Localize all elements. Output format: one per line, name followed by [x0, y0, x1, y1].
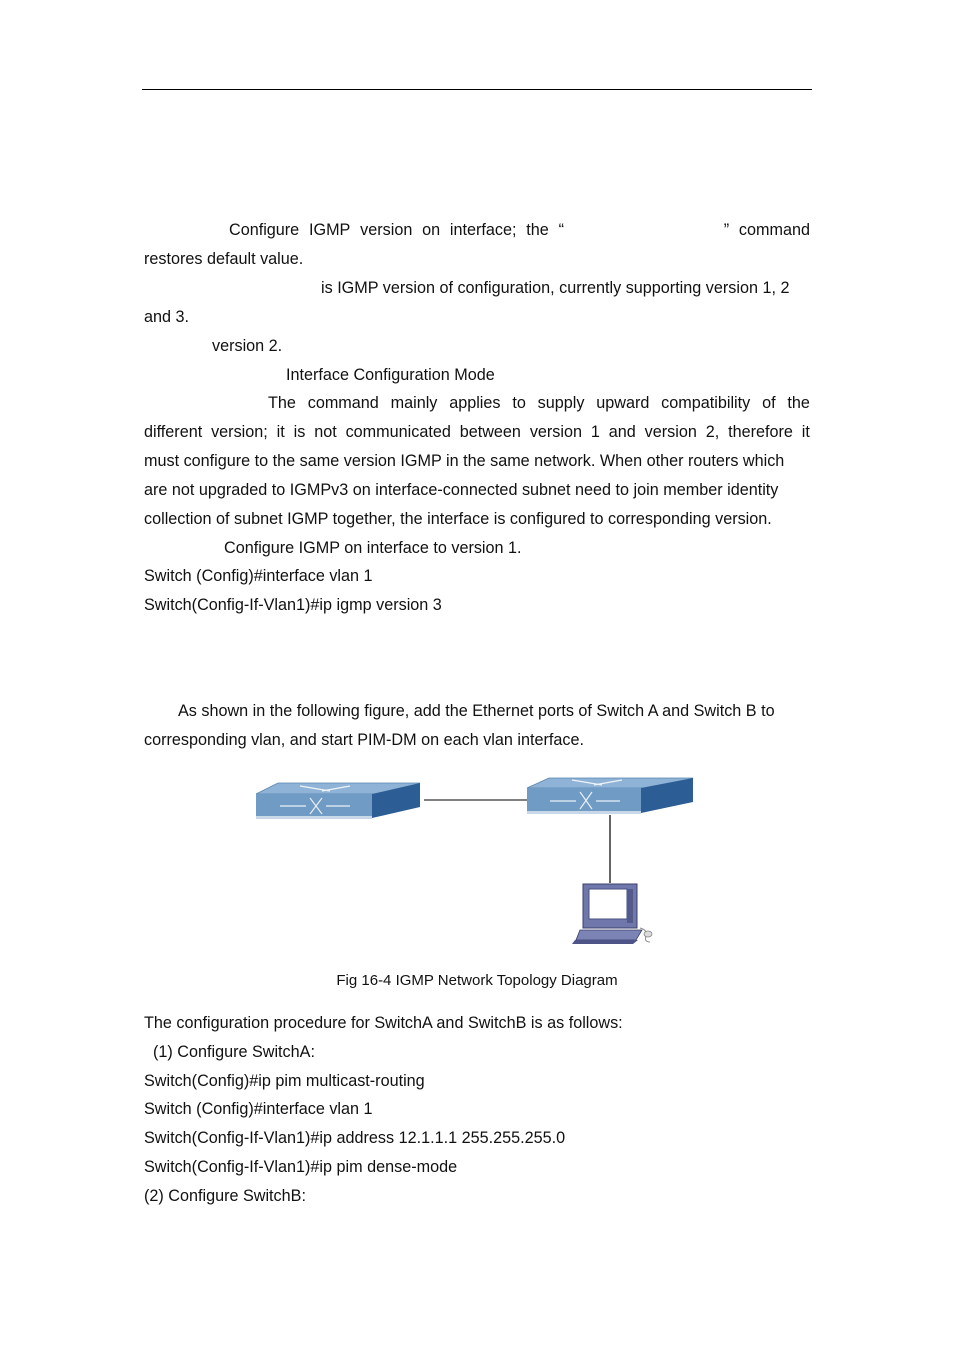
- command-mode: Interface Configuration Mode: [286, 366, 495, 384]
- word: therefore: [728, 423, 793, 441]
- network-topology-diagram: [250, 770, 710, 950]
- procedure-intro: The configuration procedure for SwitchA and SwitchB is as follows:: [144, 1014, 623, 1032]
- word: version: [644, 423, 697, 441]
- word: 2,: [705, 423, 720, 441]
- procedure-command-3: Switch(Config-If-Vlan1)#ip address 12.1.1.1 255.255.255.0: [144, 1129, 566, 1147]
- example-description: Configure IGMP on interface to version 1.: [224, 539, 522, 557]
- example-command-2: Switch(Config-If-Vlan1)#ip igmp version 3: [144, 596, 442, 614]
- word: 1: [590, 423, 600, 441]
- usage-line-2: [144, 422, 810, 442]
- word: not: [314, 423, 337, 441]
- word: between: [459, 423, 521, 441]
- word: IGMP: [308, 221, 351, 239]
- pc-icon: [572, 884, 652, 944]
- switch-a-icon: [256, 783, 420, 819]
- word: of: [762, 394, 776, 412]
- procedure-command-1: Switch(Config)#ip pim multicast-routing: [144, 1072, 425, 1090]
- word: Configure: [229, 221, 300, 239]
- word: compatibility: [661, 394, 751, 412]
- syntax-description: [229, 220, 810, 240]
- intro-line-2: corresponding vlan, and start PIM-DM on each vlan interface.: [144, 731, 584, 749]
- usage-line-4: are not upgraded to IGMPv3 on interface-connected subnet need to join member identity: [144, 481, 779, 499]
- word: “: [558, 221, 564, 239]
- procedure-step-1: (1) Configure SwitchA:: [153, 1043, 315, 1061]
- word: is: [293, 423, 306, 441]
- default-value: version 2.: [212, 337, 283, 355]
- word: version: [529, 423, 582, 441]
- word: upward: [596, 394, 650, 412]
- word: command: [738, 221, 810, 239]
- syntax-description-cont: restores default value.: [144, 250, 304, 268]
- word: the: [787, 394, 810, 412]
- word: version: [360, 221, 413, 239]
- word: ”: [723, 221, 730, 239]
- word: different: [144, 423, 203, 441]
- figure-caption: Fig 16-4 IGMP Network Topology Diagram: [336, 972, 618, 989]
- parameter-description-cont: and 3.: [144, 308, 190, 326]
- word: interface;: [449, 221, 517, 239]
- intro-line-1: As shown in the following figure, add the Ethernet ports of Switch A and Switch B to: [178, 702, 775, 720]
- word: applies: [449, 394, 501, 412]
- word: supply: [537, 394, 585, 412]
- word: it: [801, 423, 810, 441]
- word: it: [276, 423, 285, 441]
- example-command-1: Switch (Config)#interface vlan 1: [144, 567, 373, 585]
- switch-b-icon: [527, 778, 693, 814]
- word: The: [268, 394, 296, 412]
- word: mainly: [390, 394, 438, 412]
- word: version;: [211, 423, 268, 441]
- word: the: [526, 221, 549, 239]
- usage-line-1: [268, 393, 810, 413]
- procedure-command-2: Switch (Config)#interface vlan 1: [144, 1100, 373, 1118]
- usage-line-5: collection of subnet IGMP together, the interface is configured to corresponding version.: [144, 510, 772, 528]
- procedure-step-2: (2) Configure SwitchB:: [144, 1187, 306, 1205]
- word: command: [307, 394, 379, 412]
- parameter-description: is IGMP version of configuration, currently supporting version 1, 2: [321, 279, 790, 297]
- word: communicated: [345, 423, 451, 441]
- word: and: [608, 423, 636, 441]
- usage-line-3: must configure to the same version IGMP in the same network. When other routers which: [144, 452, 785, 470]
- word: on: [422, 221, 441, 239]
- procedure-command-4: Switch(Config-If-Vlan1)#ip pim dense-mode: [144, 1158, 458, 1176]
- header-rule: [142, 89, 812, 90]
- word: to: [512, 394, 526, 412]
